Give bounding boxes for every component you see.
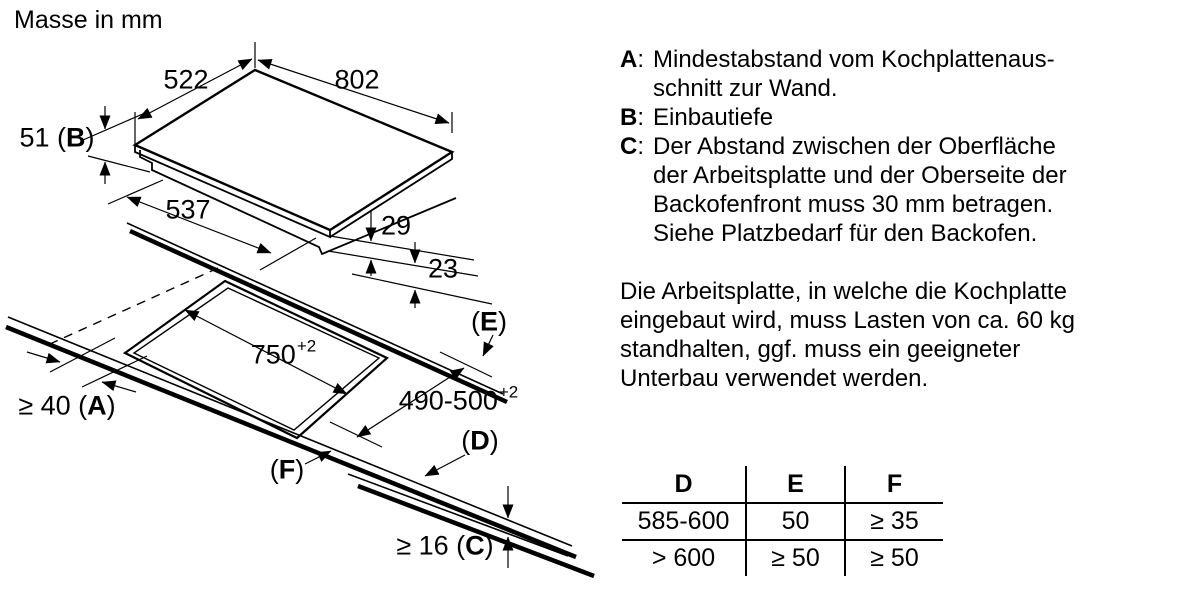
table-row: 585-600 50 ≥ 35 [622,503,943,540]
worktop-load-note: Die Arbeitsplatte, in welche die Kochplatte eingebaut wird, muss Lasten von ca. 60 kg standhalten, ggf. muss ein geeigneter Unterbau verwendet werden. [620,278,1075,392]
legend-item-c: C: Der Abstand zwischen der Oberfläche der Arbeitsplatte und der Oberseite der Backofenfront muss 30 mm betragen. Siehe Platzbedarf für den Backofen. [620,133,1067,247]
dim-40-a-label: ≥ 40 (A) [18,390,116,421]
dim-23-label: 23 [427,253,459,284]
table-header-row [622,466,943,503]
label-d: (D) [461,425,499,456]
dim-537-label: 537 [165,194,211,225]
page-title: Masse in mm [14,6,163,34]
dim-490-500-label: $490-500^{+2}$ [398,382,519,416]
col-header-e: E [746,466,845,503]
def-spec-table [622,466,943,576]
label-f: (F) [269,454,305,485]
dim-51-b-label: 51 (B) [19,122,95,153]
table-row: > 600 ≥ 50 ≥ 50 [622,540,943,576]
dim-802-label: 802 [334,64,380,95]
dim-750-label: $750^{+2}$ [250,336,317,370]
col-header-f: F [886,469,903,498]
col-header-d: D [622,466,746,503]
legend [620,45,1067,248]
legend-item-b: B: Einbautiefe [620,104,774,131]
dim-16-c-label: ≥ 16 (C) [396,530,494,561]
legend-item-a: A: Mindestabstand vom Kochplattenaus- schnitt zur Wand. [620,46,1055,102]
hidden-edge-dashed-line [50,268,218,344]
dim-29-label: 29 [380,210,412,241]
dim-522-label: 522 [163,64,209,95]
label-e: (E) [470,306,508,337]
